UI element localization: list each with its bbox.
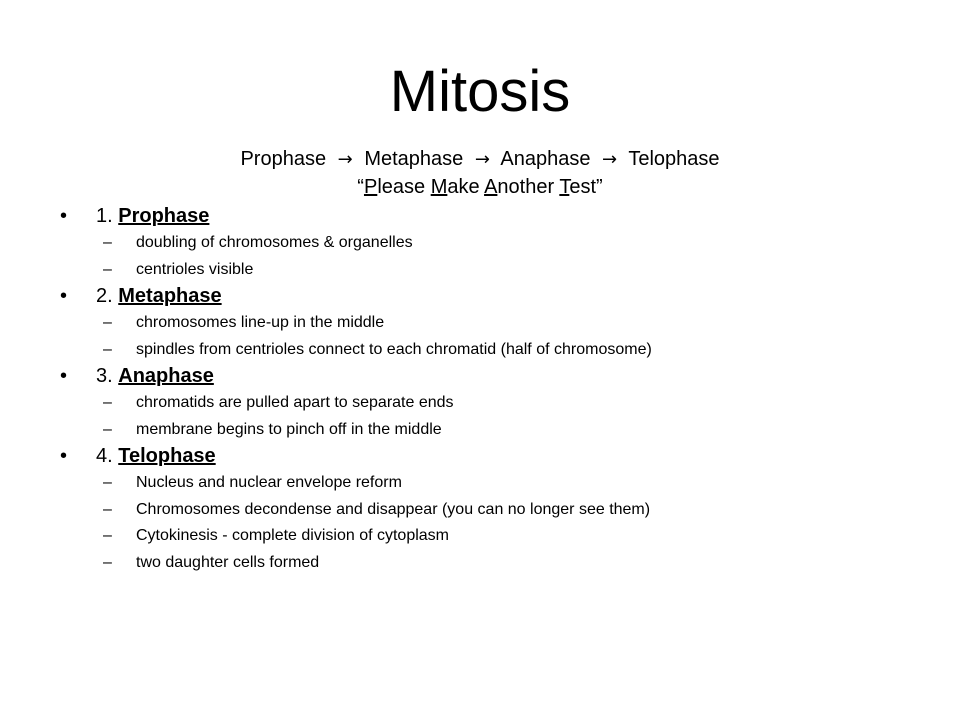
mnemonic-word-test	[559, 176, 596, 198]
list-item	[60, 257, 940, 284]
slide-title: Mitosis	[389, 59, 571, 124]
list-item	[60, 523, 940, 550]
point-text: spindles from centrioles connect to each chromatid (half of chromosome)	[136, 340, 652, 358]
dash-icon: –	[103, 260, 112, 278]
dash-icon: –	[103, 474, 112, 491]
phase-heading	[60, 363, 940, 390]
phase-prophase	[60, 203, 940, 283]
mnemonic-word-please	[364, 176, 425, 198]
list-item	[60, 470, 940, 497]
phase-points	[60, 390, 940, 443]
bullet-icon: •	[60, 445, 68, 467]
point-text: centrioles visible	[136, 260, 254, 278]
arrow-right-icon: →	[474, 149, 490, 170]
dash-icon: –	[103, 527, 112, 544]
phase-number: 3.	[96, 365, 113, 387]
dash-icon: –	[103, 340, 112, 358]
phase-heading	[60, 443, 940, 470]
mnemonic-rest: ake	[447, 176, 480, 198]
phase-name: Metaphase	[118, 285, 222, 307]
phase-list	[60, 203, 940, 576]
dash-icon: –	[103, 500, 112, 518]
phase-number: 2.	[96, 285, 113, 307]
point-text: chromosomes line-up in the middle	[136, 314, 385, 331]
close-quote: ”	[596, 176, 603, 198]
point-text: chromatids are pulled apart to separate ends	[136, 394, 454, 411]
list-item	[60, 390, 940, 417]
mnemonic-rest: lease	[377, 176, 426, 198]
mnemonic-word-another	[484, 176, 554, 198]
arrow-right-icon: →	[337, 149, 353, 170]
point-text: Chromosomes decondense and disappear (you can no longer see them)	[136, 500, 651, 518]
list-item	[60, 497, 940, 524]
open-quote: “	[357, 176, 364, 198]
phase-anaphase	[60, 363, 940, 443]
point-text: Cytokinesis - complete division of cytoplasm	[136, 527, 450, 544]
phase-points	[60, 470, 940, 576]
phase-name: Telophase	[118, 445, 216, 467]
phase-telophase	[60, 443, 940, 576]
dash-icon: –	[103, 420, 112, 438]
mnemonic-initial: P	[363, 176, 378, 198]
list-item	[60, 550, 940, 577]
dash-icon: –	[103, 234, 112, 251]
phase-heading	[60, 283, 940, 310]
phase-name: Prophase	[118, 205, 210, 227]
bullet-icon: •	[60, 285, 68, 307]
phase-name: Anaphase	[118, 365, 214, 387]
mnemonic-initial: M	[430, 176, 448, 198]
sequence-step-metaphase: Metaphase	[364, 148, 464, 170]
phase-number: 1.	[96, 205, 113, 227]
point-text: doubling of chromosomes & organelles	[136, 234, 413, 251]
phase-metaphase	[60, 283, 940, 363]
mnemonic-word-make	[431, 176, 480, 198]
dash-icon: –	[103, 314, 112, 331]
list-item	[60, 417, 940, 444]
sequence-step-prophase: Prophase	[240, 148, 327, 170]
phase-heading	[60, 203, 940, 230]
mnemonic-rest: est	[569, 176, 597, 198]
sequence-step-telophase: Telophase	[628, 148, 720, 170]
mnemonic-initial: A	[484, 176, 498, 198]
arrow-right-icon: →	[602, 149, 618, 170]
phase-sequence	[0, 146, 960, 173]
list-item	[60, 230, 940, 257]
sequence-step-anaphase: Anaphase	[500, 148, 591, 170]
point-text: two daughter cells formed	[136, 553, 320, 571]
list-item	[60, 310, 940, 337]
mnemonic-initial: T	[559, 176, 570, 198]
dash-icon: –	[103, 394, 112, 411]
bullet-icon: •	[60, 205, 68, 227]
phase-number: 4.	[96, 445, 113, 467]
bullet-icon: •	[60, 365, 68, 387]
mnemonic	[0, 174, 960, 200]
point-text: Nucleus and nuclear envelope reform	[136, 474, 402, 491]
phase-points	[60, 310, 940, 363]
point-text: membrane begins to pinch off in the middle	[136, 420, 442, 438]
list-item	[60, 337, 940, 364]
mnemonic-rest: nother	[497, 176, 555, 198]
phase-points	[60, 230, 940, 283]
dash-icon: –	[103, 553, 112, 571]
